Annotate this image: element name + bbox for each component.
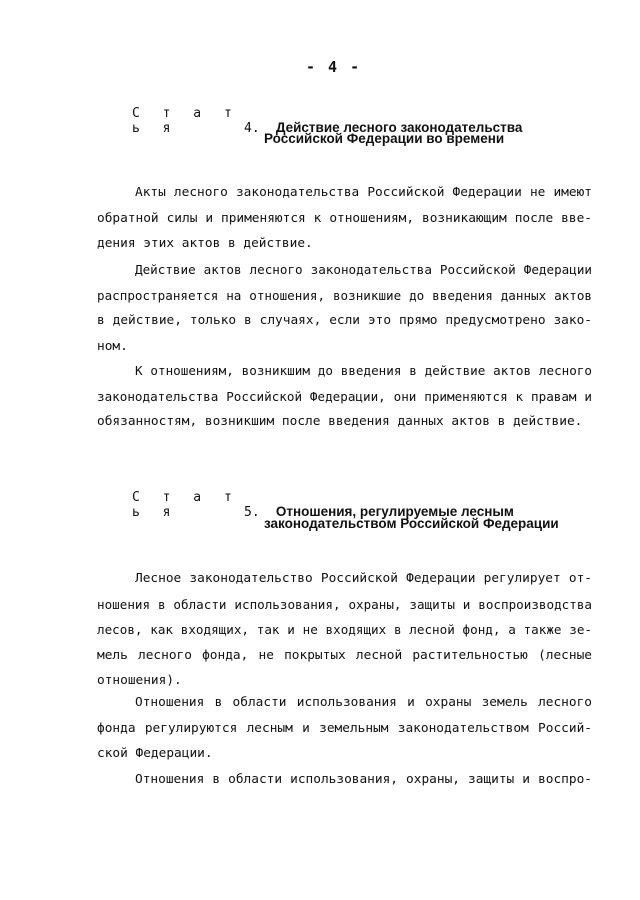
text-line: Лесное законодательство Российской Федерации регулирует от- xyxy=(135,571,592,586)
text-line: ношения в области использования, охраны, защиты и воспроизводства xyxy=(97,596,592,612)
text-line: лесов, как входящих, так и не входящих в лесной фонд, а также зе- xyxy=(97,622,592,637)
article-5-paragraph-1 xyxy=(97,566,592,694)
text-line: Действие актов лесного законодательства Российской Федерации xyxy=(135,262,592,277)
article-label: С т а т ь я xyxy=(132,490,240,520)
article-4-paragraph-2 xyxy=(97,257,592,359)
article-number: 4. xyxy=(244,121,260,136)
text-line: мель лесного фонда, не покрытых лесной растительностью (лесные xyxy=(97,647,592,663)
article-4-paragraph-3 xyxy=(97,358,592,435)
article-title: Отношения, регулируемые лесным xyxy=(275,504,514,519)
article-title: Действие лесного законодательства xyxy=(275,120,523,135)
text-line: обязанностям, возникшим после введения данных актов в действие. xyxy=(97,414,583,429)
text-line: К отношениям, возникшим до введения в действие актов лесного xyxy=(135,363,592,378)
text-line: в действие, только в случаях, если это прямо предусмотрено зако- xyxy=(97,313,592,328)
article-title-continued: Российской Федерации во времени xyxy=(264,131,505,146)
text-line: ской Федерации. xyxy=(97,746,213,761)
page-number: - 4 - xyxy=(306,58,362,76)
text-line: отношения). xyxy=(97,673,182,688)
text-line: фонда регулируются лесным и земельным законодательством Россий- xyxy=(97,720,592,736)
text-line: Отношения в области использования, охраны, защиты и воспро- xyxy=(135,772,592,787)
text-line: дения этих актов в действие. xyxy=(97,236,313,251)
article-5-paragraph-2 xyxy=(97,690,592,767)
article-number: 5. xyxy=(244,505,260,520)
article-5-paragraph-3 xyxy=(97,767,592,793)
article-title-continued: законодательством Российской Федерации xyxy=(264,516,559,531)
article-4-paragraph-1 xyxy=(97,180,592,257)
text-line: законодательства Российской Федерации, они применяются к правам и xyxy=(97,388,592,404)
text-line: Акты лесного законодательства Российской Федерации не имеют xyxy=(135,185,592,200)
text-line: ном. xyxy=(97,338,128,354)
article-label: С т а т ь я xyxy=(132,106,240,136)
text-line: обратной силы и применяются к отношениям, возникающим после вве- xyxy=(97,210,592,226)
text-line: Отношения в области использования и охраны земель лесного xyxy=(135,695,592,710)
text-line: распространяется на отношения, возникшие до введения данных актов xyxy=(97,287,592,303)
